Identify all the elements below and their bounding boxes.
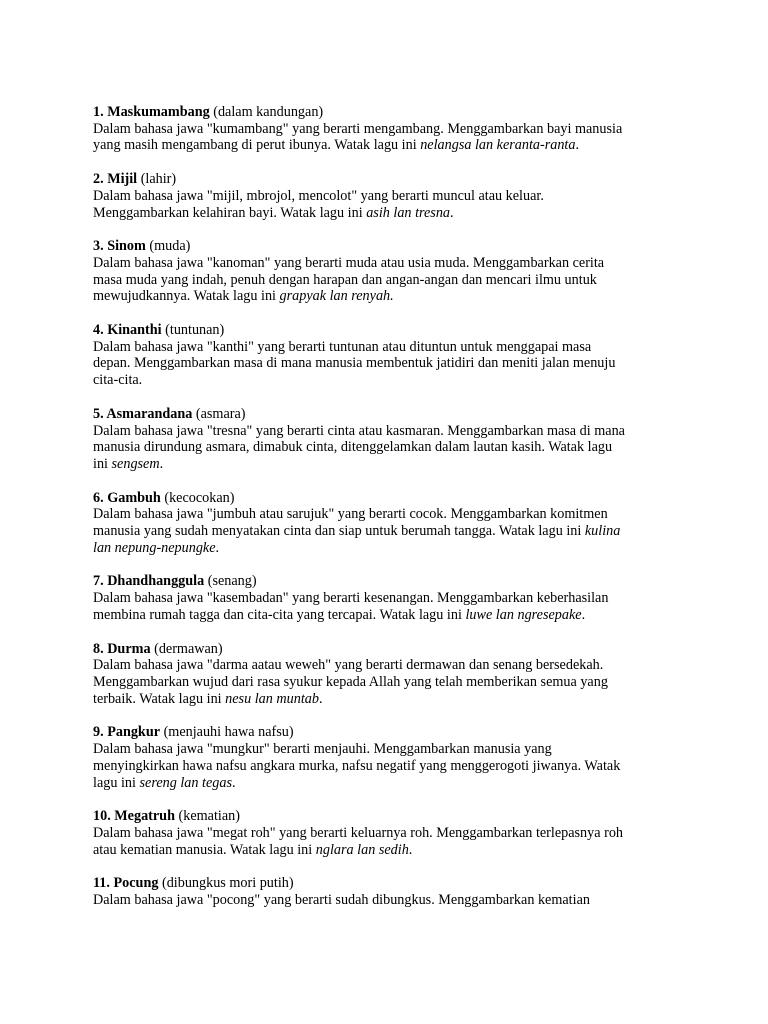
entry-number: 8. — [93, 640, 104, 657]
entry-description-line — [93, 825, 693, 842]
watak-lagu: luwe lan ngresepake — [465, 606, 582, 623]
entry-name: Dhandhanggula — [107, 573, 205, 590]
line-text: Menggambarkan kelahiran bayi. Watak lagu ini — [93, 204, 367, 221]
line-tail: . — [215, 539, 220, 556]
watak-lagu: asih lan tresna — [366, 204, 451, 221]
document-page — [93, 104, 693, 926]
watak-lagu: lan nepung-nepungke — [93, 539, 216, 556]
entry-number: 11. — [93, 875, 110, 892]
line-text: depan. Menggambarkan masa di mana manusia membentuk jatidiri dan meniti jalan menuju — [93, 355, 616, 372]
line-tail: . — [408, 841, 413, 858]
entry-description-line — [93, 423, 693, 440]
line-text: Dalam bahasa jawa "mungkur" berarti menjauhi. Menggambarkan manusia yang — [93, 741, 552, 758]
entry-meaning: (kecocokan) — [164, 489, 235, 506]
line-text: Dalam bahasa jawa "jumbuh atau sarujuk" yang berarti cocok. Menggambarkan komitmen — [93, 506, 608, 523]
entry-heading — [93, 724, 693, 741]
watak-lagu: sereng lan tegas — [139, 774, 232, 791]
entry-number: 9. — [93, 724, 104, 741]
entry-name: Pangkur — [107, 724, 161, 741]
entry-meaning: (dibungkus mori putih) — [161, 875, 294, 892]
line-tail: . — [575, 137, 580, 154]
line-text: Dalam bahasa jawa "pocong" yang berarti sudah dibungkus. Menggambarkan kematian — [93, 892, 590, 909]
watak-lagu: nglara lan sedih — [315, 841, 409, 858]
entry-heading — [93, 238, 693, 255]
line-tail: . — [318, 690, 323, 707]
entry-title — [93, 808, 175, 824]
entry-meaning: (tuntunan) — [165, 322, 225, 339]
entry-meaning: (menjauhi hawa nafsu) — [163, 724, 294, 741]
entry-title — [93, 171, 137, 187]
watak-lagu: grapyak lan renyah. — [279, 288, 394, 305]
entry-number: 1. — [93, 104, 104, 120]
entry-description-line — [93, 758, 693, 775]
entry-number: 5. — [93, 405, 104, 422]
entry-description-line — [93, 674, 693, 691]
line-text: Dalam bahasa jawa "darma aatau weweh" yang berarti dermawan dan senang bersedekah. — [93, 657, 604, 674]
entry-description-line — [93, 741, 693, 758]
entry-description-line — [93, 372, 693, 389]
tembang-entry — [93, 238, 693, 305]
entry-description-line — [93, 540, 693, 557]
line-text: manusia yang sudah menyatakan cinta dan siap untuk berumah tangga. Watak lagu ini — [93, 523, 585, 540]
entry-number: 2. — [93, 171, 104, 188]
entry-name: Sinom — [107, 238, 146, 255]
entry-heading — [93, 808, 693, 825]
entry-heading — [93, 641, 693, 658]
entry-description-line — [93, 272, 693, 289]
entry-description-line — [93, 205, 693, 222]
entry-meaning: (dermawan) — [154, 640, 223, 657]
tembang-entry — [93, 322, 693, 389]
line-tail: . — [159, 455, 164, 472]
line-text: ini — [93, 455, 112, 472]
entry-heading — [93, 322, 693, 339]
entry-title — [93, 724, 160, 740]
line-text: yang masih mengambang di perut ibunya. Watak lagu ini — [93, 137, 421, 154]
line-tail: . — [450, 204, 454, 221]
entry-number: 7. — [93, 573, 104, 590]
entry-description-line — [93, 137, 693, 154]
entry-meaning: (asmara) — [195, 405, 246, 422]
line-text: Dalam bahasa jawa "kanoman" yang berarti muda atau usia muda. Menggambarkan cerita — [93, 254, 605, 271]
entry-title — [93, 322, 162, 338]
entry-heading — [93, 104, 693, 121]
line-text: Dalam bahasa jawa "tresna" yang berarti cinta atau kasmaran. Menggambarkan masa di mana — [93, 422, 625, 439]
tembang-entry — [93, 573, 693, 623]
entry-heading — [93, 490, 693, 507]
entry-description-line — [93, 691, 693, 708]
tembang-entry — [93, 641, 693, 708]
entry-description-line — [93, 339, 693, 356]
watak-lagu: sengsem — [111, 455, 160, 472]
line-text: Dalam bahasa jawa "kumambang" yang berarti mengambang. Menggambarkan bayi manusia — [93, 120, 623, 137]
watak-lagu: nelangsa lan keranta-ranta — [420, 137, 576, 154]
entry-meaning: (muda) — [149, 238, 191, 255]
entry-description-line — [93, 590, 693, 607]
line-text: Dalam bahasa jawa "kanthi" yang berarti tuntunan atau dituntun untuk menggapai masa — [93, 338, 592, 355]
entry-number: 3. — [93, 238, 104, 255]
entry-name: Durma — [107, 640, 151, 657]
entry-description-line — [93, 288, 693, 305]
tembang-entry — [93, 171, 693, 221]
entry-number: 6. — [93, 489, 104, 506]
entry-name: Gambuh — [107, 489, 161, 506]
watak-lagu: kulina — [584, 523, 621, 540]
entry-title — [93, 490, 161, 506]
line-tail: . — [231, 774, 236, 791]
entry-description-line — [93, 355, 693, 372]
entry-meaning: (senang) — [207, 573, 257, 590]
entry-number: 10. — [93, 808, 111, 825]
line-text: Dalam bahasa jawa "kasembadan" yang berarti kesenangan. Menggambarkan keberhasilan — [93, 590, 609, 607]
line-text: membina rumah tagga dan cita-cita yang tercapai. Watak lagu ini — [93, 606, 466, 623]
entry-description-line — [93, 188, 693, 205]
entry-description-line — [93, 775, 693, 792]
tembang-entry — [93, 104, 693, 154]
entry-heading — [93, 171, 693, 188]
line-text: atau kematian manusia. Watak lagu ini — [93, 841, 316, 858]
line-tail: . — [581, 606, 586, 623]
line-text: Menggambarkan wujud dari rasa syukur kepada Allah yang telah memberikan semua yang — [93, 673, 608, 690]
entry-title — [93, 641, 151, 657]
entry-heading — [93, 573, 693, 590]
tembang-entry — [93, 808, 693, 858]
entry-description-line — [93, 506, 693, 523]
line-text: Dalam bahasa jawa "megat roh" yang berarti keluarnya roh. Menggambarkan terlepasnya roh — [93, 824, 624, 841]
entry-description-line — [93, 842, 693, 859]
entry-heading — [93, 875, 693, 892]
entry-description-line — [93, 657, 693, 674]
entry-description-line — [93, 121, 693, 138]
entry-title — [93, 406, 192, 422]
entry-name: Megatruh — [114, 808, 175, 825]
line-text: cita-cita. — [93, 372, 143, 389]
entry-number: 4. — [93, 322, 104, 339]
line-text: masa muda yang indah, penuh dengan harapan dan angan-angan dan mencari ilmu untuk — [93, 271, 597, 288]
line-text: lagu ini — [93, 774, 140, 791]
entry-title — [93, 573, 204, 589]
entry-title — [93, 875, 158, 891]
entry-description-line — [93, 439, 693, 456]
tembang-entry — [93, 490, 693, 557]
entry-name: Maskumambang — [107, 104, 210, 120]
entry-name: Asmarandana — [106, 405, 193, 422]
entry-name: Kinanthi — [107, 322, 162, 339]
watak-lagu: nesu lan muntab — [225, 690, 319, 707]
line-text: mewujudkannya. Watak lagu ini — [93, 288, 280, 305]
entry-name: Mijil — [107, 171, 138, 188]
line-text: manusia dirundung asmara, dimabuk cinta, ditenggelamkan dalam lautan kasih. Watak lagu — [93, 439, 613, 456]
entry-name: Pocung — [113, 875, 159, 892]
entry-meaning: (kematian) — [178, 808, 240, 825]
line-text: menyingkirkan hawa nafsu angkara murka, nafsu negatif yang menggerogoti jiwanya. Watak — [93, 757, 621, 774]
tembang-entry — [93, 724, 693, 791]
entry-description-line — [93, 255, 693, 272]
tembang-entry — [93, 406, 693, 473]
entry-title — [93, 104, 210, 120]
entry-title — [93, 238, 146, 254]
tembang-entry — [93, 875, 693, 908]
line-text: terbaik. Watak lagu ini — [93, 690, 226, 707]
entry-description-line — [93, 523, 693, 540]
entry-meaning: (lahir) — [140, 171, 177, 188]
entry-description-line — [93, 607, 693, 624]
entry-meaning: (dalam kandungan) — [213, 104, 324, 120]
entry-heading — [93, 406, 693, 423]
line-text: Dalam bahasa jawa "mijil, mbrojol, mencolot" yang berarti muncul atau keluar. — [93, 187, 544, 204]
entry-description-line — [93, 892, 693, 909]
entry-description-line — [93, 456, 693, 473]
